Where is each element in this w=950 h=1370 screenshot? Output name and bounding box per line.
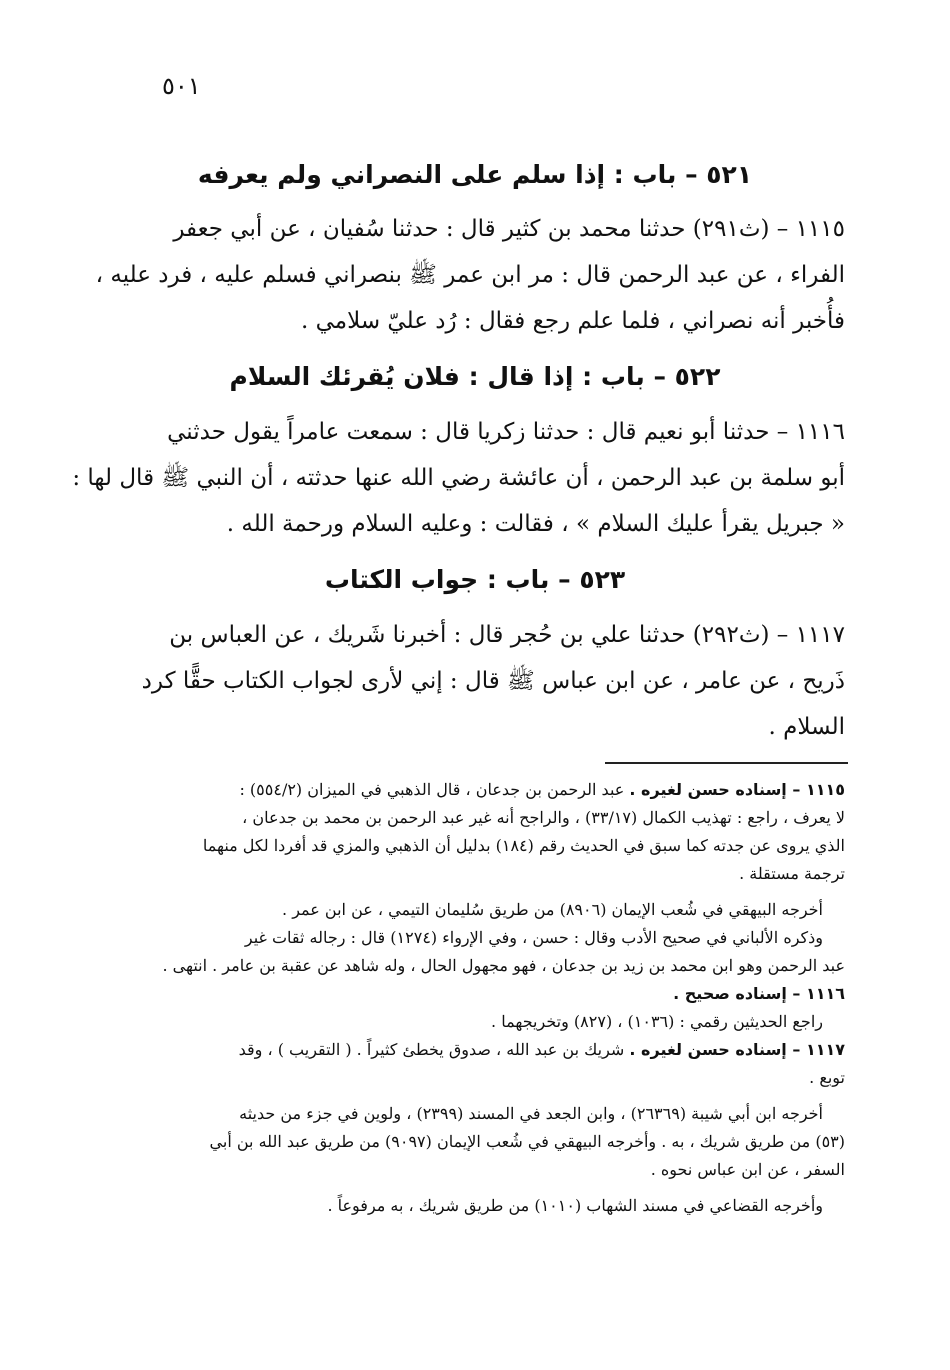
- footnote-1117-line: السفر ، عن ابن عباس نحوه .: [650, 1160, 845, 1179]
- footnote-1115-line: وذكره الألباني في صحيح الأدب وقال : حسن ، وفي الإرواء (١٢٧٤) قال : رجاله ثقات غير: [244, 928, 823, 947]
- chapter-heading-523: ٥٢٣ – باب : جواب الكتاب: [324, 565, 626, 594]
- footnote-1115-line: أخرجه البيهقي في شُعب الإيمان (٨٩٠٦) من طريق سُليمان التيمي ، عن ابن عمر .: [282, 900, 823, 919]
- hadith-1116: [72, 409, 845, 547]
- text-line: ١١١٦ – حدثنا أبو نعيم قال : حدثنا زكريا قال : سمعت عامراً يقول حدثني: [167, 419, 845, 445]
- footnote-1117-line: وأخرجه القضاعي في مسند الشهاب (١٠١٠) من طريق شريك ، به مرفوعاً .: [327, 1196, 823, 1215]
- text-line: أبو سلمة بن عبد الرحمن ، أن عائشة رضي الله عنها حدثته ، أن النبي ﷺ قال لها :: [72, 465, 845, 491]
- chapter-heading-521: ٥٢١ – باب : إذا سلم على النصراني ولم يعرفه: [197, 160, 753, 189]
- footnote-1115-line: الذي يروى عن جدته كما سبق في الحديث رقم (١٨٤) بدليل أن الذهبي والمزي قد أفردا لكل منهما: [202, 836, 845, 855]
- hadith-1117: [128, 612, 845, 750]
- footnote-1115-line: عبد الرحمن وهو ابن محمد بن زيد بن جدعان ، فهو مجهول الحال ، وله شاهد عن عقبة بن عامر . انتهى .: [162, 956, 845, 975]
- text-line: ذَريح ، عن عامر ، عن ابن عباس ﷺ قال : إني لأرى لجواب الكتاب حقًّا كرد: [141, 668, 845, 694]
- footnote-1116-line: [128, 980, 845, 1008]
- text-line: « جبريل يقرأ عليك السلام » ، فقالت : وعليه السلام ورحمة الله .: [226, 511, 845, 537]
- footnote-label: ١١١٧ – إسناده حسن لغيره .: [629, 1040, 845, 1059]
- text-line: فأُخبر أنه نصراني ، فلما علم رجع فقال : رُد عليّ سلامي .: [300, 308, 845, 334]
- footnote-separator: [605, 762, 848, 764]
- footnote-1117-line: ١١١٧ – إسناده حسن لغيره . شريك بن عبد الله ، صدوق يخطئ كثيراً . ( التقريب ) ، وقد: [238, 1040, 845, 1059]
- footnotes: [128, 776, 845, 1220]
- chapter-heading-522: ٥٢٢ – باب : إذا قال : فلان يُقرئك السلام: [229, 362, 721, 391]
- footnote-1115-line: لا يعرف ، راجع : تهذيب الكمال (٣٣/١٧) ، والراجح أنه غير عبد الرحمن بن محمد بن جدعان ،: [242, 808, 845, 827]
- footnote-1117-line: (٥٣) من طريق شريك ، به . وأخرجه البيهقي في شُعب الإيمان (٩٠٩٧) من طريق عبد الله بن أبي: [209, 1132, 845, 1151]
- text-line: الفراء ، عن عبد الرحمن قال : مر ابن عمر ﷺ بنصراني فسلم عليه ، فرد عليه ،: [95, 262, 845, 288]
- text-line: السلام .: [768, 714, 845, 740]
- text-line: ١١١٥ – (ث٢٩١) حدثنا محمد بن كثير قال : حدثنا سُفيان ، عن أبي جعفر: [173, 216, 845, 242]
- footnote-1115-line: ترجمة مستقلة .: [739, 864, 845, 883]
- footnote-1116-line: راجع الحديثين رقمي : (١٠٣٦) ، (٨٢٧) وتخريجهما .: [491, 1012, 823, 1031]
- text-line: ١١١٧ – (ث٢٩٢) حدثنا علي بن حُجر قال : أخبرنا شَريك ، عن العباس بن: [169, 622, 845, 648]
- footnote-1115-line: ١١١٥ – إسناده حسن لغيره . عبد الرحمن بن جدعان ، قال الذهبي في الميزان (٥٥٤/٢) :: [239, 780, 845, 799]
- hadith-1115: [95, 206, 845, 344]
- footnote-label: ١١١٥ – إسناده حسن لغيره .: [629, 780, 845, 799]
- page-number: ٥٠١: [162, 72, 201, 100]
- footnote-1117-line: توبع .: [809, 1068, 845, 1087]
- footnote-1117-line: أخرجه ابن أبي شيبة (٢٦٣٦٩) ، وابن الجعد في المسند (٢٣٩٩) ، ولوين في جزء من حديثه: [239, 1104, 823, 1123]
- footnote-label: ١١١٦ – إسناده صحيح .: [673, 984, 845, 1003]
